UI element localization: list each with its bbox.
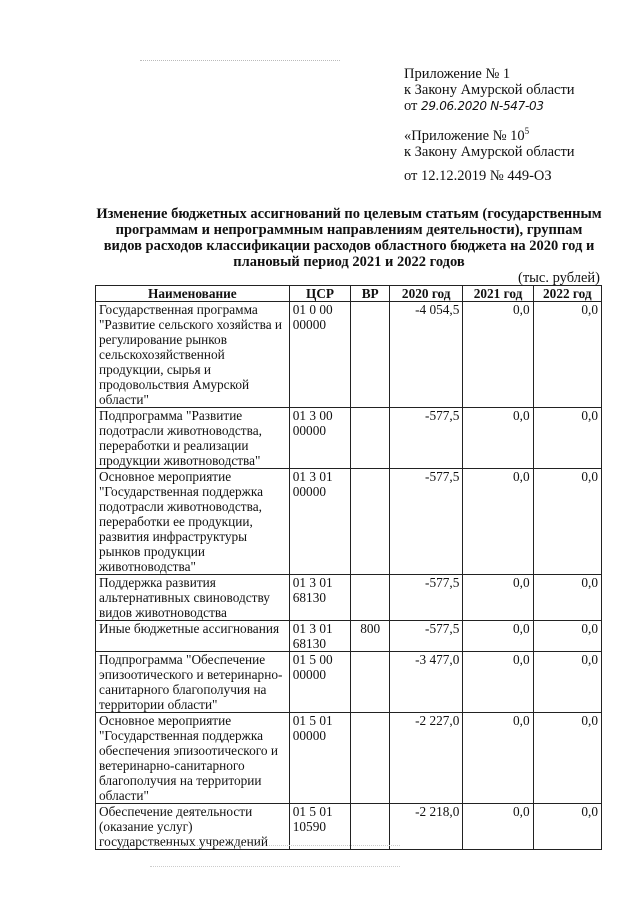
table-row (96, 621, 602, 652)
row-2021-cell: 0,0 (463, 408, 533, 469)
row-2022-cell: 0,0 (533, 575, 601, 621)
table-row (96, 302, 602, 408)
scan-noise-top (140, 60, 340, 65)
col-header-2020: 2020 год (390, 286, 463, 302)
row-name-cell: Подпрограмма "Обеспечение эпизоотического и ветеринарно-санитарного благополучия на территории области" (96, 652, 290, 713)
handwritten-date-number: 29.06.2020 N-547-03 (421, 99, 544, 113)
row-2020-cell: -2 227,0 (390, 713, 463, 804)
row-csr-cell: 01 3 00 00000 (289, 408, 351, 469)
original-law-reference: к Закону Амурской области (404, 144, 575, 160)
row-2022-cell: 0,0 (533, 408, 601, 469)
row-vr-cell (351, 713, 390, 804)
row-csr-cell: 01 3 01 68130 (289, 621, 351, 652)
row-csr-cell: 01 5 01 10590 (289, 804, 351, 850)
row-csr-cell: 01 0 00 00000 (289, 302, 351, 408)
table-row (96, 804, 602, 850)
col-header-2021: 2021 год (463, 286, 533, 302)
col-header-name: Наименование (96, 286, 290, 302)
row-csr-cell: 01 3 01 68130 (289, 575, 351, 621)
row-name-cell: Обеспечение деятельности (оказание услуг) государственных учреждений (96, 804, 290, 850)
row-vr-cell: 800 (351, 621, 390, 652)
row-name-cell: Государственная программа "Развитие сельского хозяйства и регулирование рынков сельскохозяйственной продукции, сырья и продовольствия Амурской области" (96, 302, 290, 408)
row-csr-cell: 01 3 01 00000 (289, 469, 351, 575)
table-row (96, 469, 602, 575)
row-2020-cell: -577,5 (390, 621, 463, 652)
row-2020-cell: -4 054,5 (390, 302, 463, 408)
row-2021-cell: 0,0 (463, 652, 533, 713)
row-2021-cell: 0,0 (463, 713, 533, 804)
row-2022-cell: 0,0 (533, 302, 601, 408)
col-header-2022: 2022 год (533, 286, 601, 302)
appendix-header (404, 66, 575, 114)
row-2021-cell: 0,0 (463, 575, 533, 621)
row-name-cell: Основное мероприятие "Государственная поддержка обеспечения эпизоотического и ветеринарно-санитарного благополучия на территории области" (96, 713, 290, 804)
row-vr-cell (351, 469, 390, 575)
law-date-line: от 29.06.2020 N-547-03 (404, 98, 544, 114)
row-2020-cell: -577,5 (390, 469, 463, 575)
row-2022-cell: 0,0 (533, 469, 601, 575)
table-row (96, 575, 602, 621)
row-2021-cell: 0,0 (463, 469, 533, 575)
row-2022-cell: 0,0 (533, 652, 601, 713)
row-2020-cell: -577,5 (390, 408, 463, 469)
row-2022-cell: 0,0 (533, 621, 601, 652)
row-2021-cell: 0,0 (463, 621, 533, 652)
row-vr-cell (351, 408, 390, 469)
row-2021-cell: 0,0 (463, 804, 533, 850)
law-reference: к Закону Амурской области (404, 82, 575, 98)
table-row (96, 408, 602, 469)
original-appendix-header (404, 128, 575, 160)
units-label: (тыс. рублей) (518, 270, 600, 286)
table-header-row (96, 286, 602, 302)
appendix-number: Приложение № 1 (404, 66, 511, 82)
scan-noise-bottom (150, 845, 400, 867)
row-2022-cell: 0,0 (533, 804, 601, 850)
row-csr-cell: 01 5 01 00000 (289, 713, 351, 804)
row-csr-cell: 01 5 00 00000 (289, 652, 351, 713)
row-2021-cell: 0,0 (463, 302, 533, 408)
row-2020-cell: -3 477,0 (390, 652, 463, 713)
row-name-cell: Иные бюджетные ассигнования (96, 621, 290, 652)
row-vr-cell (351, 652, 390, 713)
budget-table (95, 285, 602, 850)
row-2020-cell: -577,5 (390, 575, 463, 621)
row-2022-cell: 0,0 (533, 713, 601, 804)
table-row (96, 713, 602, 804)
col-header-vr: ВР (351, 286, 390, 302)
original-law-date: от 12.12.2019 № 449-ОЗ (404, 168, 552, 184)
table-row (96, 652, 602, 713)
row-vr-cell (351, 575, 390, 621)
row-name-cell: Основное мероприятие "Государственная поддержка подотрасли животноводства, переработки ее продукции, развития инфраструктуры рынков продукции животноводства" (96, 469, 290, 575)
original-appendix-number: «Приложение № $10^5$ (404, 126, 530, 144)
row-vr-cell (351, 804, 390, 850)
row-name-cell: Подпрограмма "Развитие подотрасли животноводства, переработки и реализации продукции животноводства" (96, 408, 290, 469)
document-title: Изменение бюджетных ассигнований по целевым статьям (государственным программам и непрограммным направлениям деятельности), группам видов расходов классификации расходов областного бюджета на 2020 год и плановый период 2021 и 2022 годов (96, 206, 602, 270)
row-2020-cell: -2 218,0 (390, 804, 463, 850)
row-vr-cell (351, 302, 390, 408)
row-name-cell: Поддержка развития альтернативных свиноводству видов животноводства (96, 575, 290, 621)
col-header-csr: ЦСР (289, 286, 351, 302)
